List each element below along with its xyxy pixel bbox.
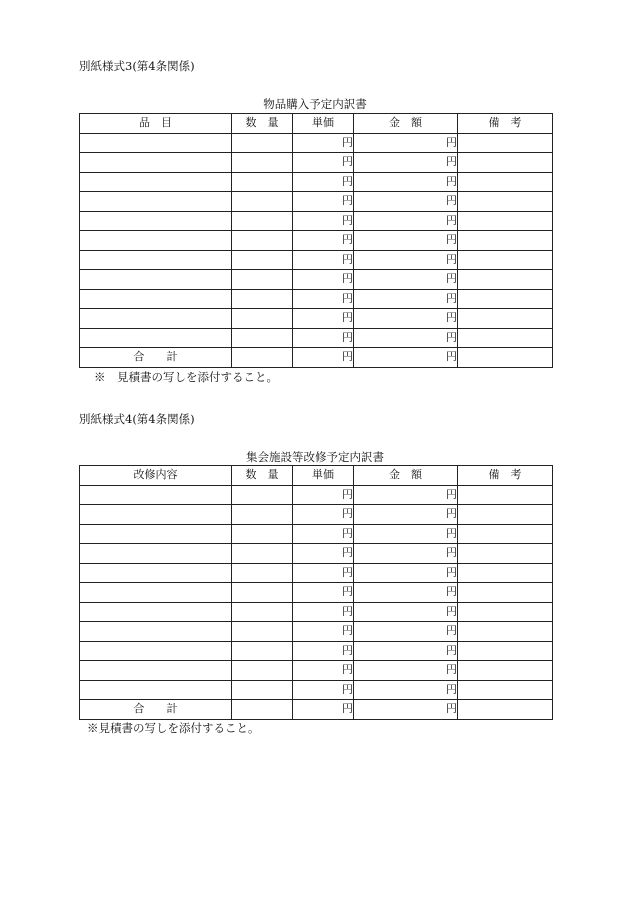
total-row	[80, 348, 553, 368]
total-remarks-cell	[458, 700, 553, 720]
total-row	[80, 700, 553, 720]
item-cell	[80, 309, 232, 329]
table-row	[80, 583, 553, 603]
table-row	[80, 192, 553, 212]
quantity-cell	[232, 524, 293, 544]
unit-price-cell: 円	[293, 309, 354, 329]
unit-price-cell: 円	[293, 211, 354, 231]
quantity-cell	[232, 328, 293, 348]
form3-table	[79, 113, 553, 368]
remarks-cell	[458, 583, 553, 603]
item-cell	[80, 289, 232, 309]
unit-price-cell: 円	[293, 231, 354, 251]
unit-price-cell: 円	[293, 544, 354, 564]
quantity-cell	[232, 661, 293, 681]
remarks-cell	[458, 270, 553, 290]
amount-cell: 円	[354, 309, 458, 329]
unit-price-cell: 円	[293, 680, 354, 700]
remarks-cell	[458, 328, 553, 348]
table-row	[80, 153, 553, 173]
remarks-cell	[458, 133, 553, 153]
item-cell	[80, 211, 232, 231]
amount-cell: 円	[354, 133, 458, 153]
unit-price-cell: 円	[293, 192, 354, 212]
form4-header-remarks: 備 考	[458, 466, 553, 486]
form4-note: ※見積書の写しを添付すること。	[87, 721, 260, 735]
amount-cell: 円	[354, 602, 458, 622]
amount-cell: 円	[354, 641, 458, 661]
form3-body	[80, 133, 553, 367]
item-cell	[80, 153, 232, 173]
total-remarks-cell	[458, 348, 553, 368]
remarks-cell	[458, 485, 553, 505]
form3-header-item: 品 目	[80, 114, 232, 134]
unit-price-cell: 円	[293, 602, 354, 622]
total-label: 合 計	[80, 348, 232, 368]
quantity-cell	[232, 231, 293, 251]
remarks-cell	[458, 231, 553, 251]
unit-price-cell: 円	[293, 505, 354, 525]
table-row	[80, 211, 553, 231]
total-quantity-cell	[232, 700, 293, 720]
unit-price-cell: 円	[293, 485, 354, 505]
form3-header-unit-price: 単価	[293, 114, 354, 134]
form3-header-remarks: 備 考	[458, 114, 553, 134]
amount-cell: 円	[354, 328, 458, 348]
form4-body	[80, 485, 553, 719]
amount-cell: 円	[354, 622, 458, 642]
item-cell	[80, 563, 232, 583]
quantity-cell	[232, 505, 293, 525]
unit-price-cell: 円	[293, 583, 354, 603]
unit-price-cell: 円	[293, 289, 354, 309]
item-cell	[80, 641, 232, 661]
total-label: 合 計	[80, 700, 232, 720]
remarks-cell	[458, 505, 553, 525]
item-cell	[80, 270, 232, 290]
quantity-cell	[232, 641, 293, 661]
item-cell	[80, 133, 232, 153]
unit-price-cell: 円	[293, 563, 354, 583]
table-row	[80, 270, 553, 290]
form4-header-unit-price: 単価	[293, 466, 354, 486]
amount-cell: 円	[354, 661, 458, 681]
item-cell	[80, 680, 232, 700]
amount-cell: 円	[354, 153, 458, 173]
quantity-cell	[232, 270, 293, 290]
item-cell	[80, 485, 232, 505]
quantity-cell	[232, 622, 293, 642]
item-cell	[80, 172, 232, 192]
table-row	[80, 622, 553, 642]
quantity-cell	[232, 289, 293, 309]
item-cell	[80, 192, 232, 212]
form3-header-row	[80, 114, 553, 134]
unit-price-cell: 円	[293, 172, 354, 192]
amount-cell: 円	[354, 211, 458, 231]
quantity-cell	[232, 583, 293, 603]
form4-header-quantity: 数 量	[232, 466, 293, 486]
unit-price-cell: 円	[293, 250, 354, 270]
total-amount-cell: 円	[354, 348, 458, 368]
amount-cell: 円	[354, 250, 458, 270]
table-row	[80, 485, 553, 505]
item-cell	[80, 250, 232, 270]
amount-cell: 円	[354, 524, 458, 544]
amount-cell: 円	[354, 680, 458, 700]
table-row	[80, 172, 553, 192]
amount-cell: 円	[354, 583, 458, 603]
table-row	[80, 250, 553, 270]
item-cell	[80, 602, 232, 622]
item-cell	[80, 505, 232, 525]
quantity-cell	[232, 680, 293, 700]
table-row	[80, 602, 553, 622]
quantity-cell	[232, 563, 293, 583]
amount-cell: 円	[354, 172, 458, 192]
amount-cell: 円	[354, 485, 458, 505]
remarks-cell	[458, 563, 553, 583]
table-row	[80, 231, 553, 251]
item-cell	[80, 661, 232, 681]
amount-cell: 円	[354, 192, 458, 212]
unit-price-cell: 円	[293, 622, 354, 642]
remarks-cell	[458, 622, 553, 642]
remarks-cell	[458, 153, 553, 173]
table-row	[80, 563, 553, 583]
remarks-cell	[458, 602, 553, 622]
unit-price-cell: 円	[293, 661, 354, 681]
form4-title: 集会施設等改修予定内訳書	[246, 450, 384, 464]
quantity-cell	[232, 485, 293, 505]
form4-header-row	[80, 466, 553, 486]
table-row	[80, 680, 553, 700]
quantity-cell	[232, 309, 293, 329]
remarks-cell	[458, 172, 553, 192]
form3-label: 別紙様式3(第4条関係)	[79, 59, 195, 73]
quantity-cell	[232, 172, 293, 192]
quantity-cell	[232, 192, 293, 212]
table-row	[80, 641, 553, 661]
table-row	[80, 289, 553, 309]
table-row	[80, 544, 553, 564]
total-unit-price-cell: 円	[293, 348, 354, 368]
item-cell	[80, 328, 232, 348]
total-unit-price-cell: 円	[293, 700, 354, 720]
remarks-cell	[458, 192, 553, 212]
quantity-cell	[232, 602, 293, 622]
remarks-cell	[458, 661, 553, 681]
form4-header-item: 改修内容	[80, 466, 232, 486]
amount-cell: 円	[354, 505, 458, 525]
quantity-cell	[232, 133, 293, 153]
amount-cell: 円	[354, 270, 458, 290]
form3-note: ※ 見積書の写しを添付すること。	[94, 370, 278, 384]
remarks-cell	[458, 309, 553, 329]
item-cell	[80, 231, 232, 251]
table-row	[80, 661, 553, 681]
unit-price-cell: 円	[293, 641, 354, 661]
remarks-cell	[458, 641, 553, 661]
amount-cell: 円	[354, 289, 458, 309]
form3-title: 物品購入予定内訳書	[263, 97, 367, 111]
amount-cell: 円	[354, 544, 458, 564]
remarks-cell	[458, 250, 553, 270]
item-cell	[80, 583, 232, 603]
unit-price-cell: 円	[293, 270, 354, 290]
remarks-cell	[458, 289, 553, 309]
table-row	[80, 309, 553, 329]
unit-price-cell: 円	[293, 524, 354, 544]
item-cell	[80, 622, 232, 642]
table-row	[80, 524, 553, 544]
form4-table	[79, 465, 553, 720]
unit-price-cell: 円	[293, 133, 354, 153]
table-row	[80, 505, 553, 525]
unit-price-cell: 円	[293, 328, 354, 348]
form4-label: 別紙様式4(第4条関係)	[79, 412, 195, 426]
unit-price-cell: 円	[293, 153, 354, 173]
total-quantity-cell	[232, 348, 293, 368]
quantity-cell	[232, 211, 293, 231]
item-cell	[80, 544, 232, 564]
remarks-cell	[458, 544, 553, 564]
form4-header-amount: 金 額	[354, 466, 458, 486]
table-row	[80, 133, 553, 153]
form3-header-amount: 金 額	[354, 114, 458, 134]
amount-cell: 円	[354, 563, 458, 583]
remarks-cell	[458, 680, 553, 700]
total-amount-cell: 円	[354, 700, 458, 720]
form3-header-quantity: 数 量	[232, 114, 293, 134]
remarks-cell	[458, 211, 553, 231]
quantity-cell	[232, 153, 293, 173]
quantity-cell	[232, 250, 293, 270]
amount-cell: 円	[354, 231, 458, 251]
remarks-cell	[458, 524, 553, 544]
item-cell	[80, 524, 232, 544]
table-row	[80, 328, 553, 348]
quantity-cell	[232, 544, 293, 564]
